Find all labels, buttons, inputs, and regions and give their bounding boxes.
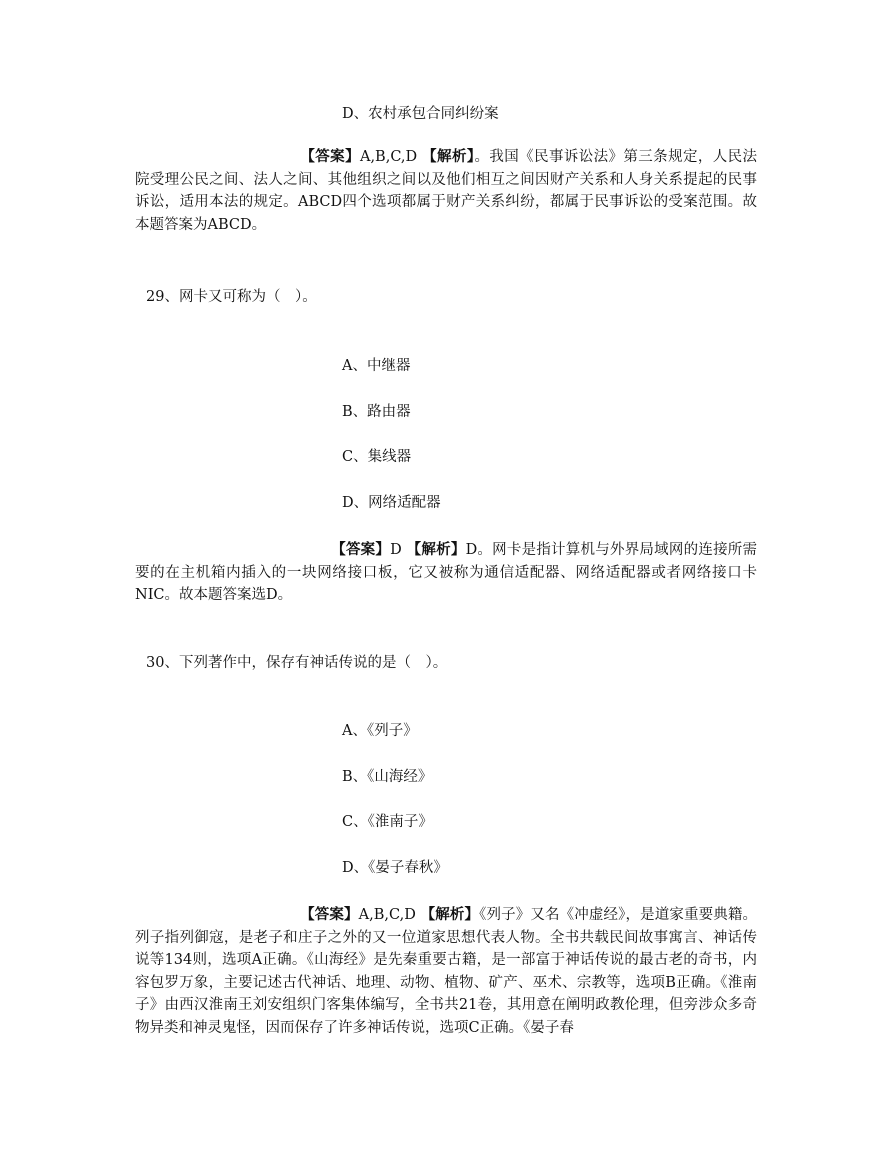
q30-answer-value: A,B,C,D: [358, 907, 416, 923]
q28-analysis-label: 【解析】: [422, 148, 475, 165]
q29-option-a: A、中继器: [342, 358, 411, 374]
q29-answer-label: 【答案】: [331, 541, 391, 558]
q28-answer-value: A,B,C,D: [359, 149, 418, 165]
q29-analysis-text: D。网卡是指计算机与外界局域网的连接所需要的在主机箱内插入的一块网络接口板，它又被称为通信适配器、网络适配器或者网络接口卡NIC。故本题答案选D。: [135, 542, 758, 603]
q29-analysis-label: 【解析】: [406, 541, 466, 558]
q30-option-d: D、《晏子春秋》: [342, 860, 448, 876]
q29-question: 29、网卡又可称为（ ）。: [146, 289, 317, 305]
q28-answer-block: [135, 146, 757, 236]
q30-answer-block: [135, 904, 757, 1039]
q30-analysis-text: 《列子》又名《冲虚经》，是道家重要典籍。列子指列御寇，是老子和庄子之外的又一位道家思想代表人物。全书共载民间故事寓言、神话传说等134则，选项A正确。《山海经》是先秦重要古籍，是一部富于神话传说的最古老的奇书，内容包罗万象，主要记述古代神话、地理、动物、植物、矿产、巫术、宗教等，选项B正确。《淮南子》由西汉淮南王刘安组织门客集体编写，全书共21卷，其用意在阐明政教伦理，但旁涉众多奇物异类和神灵鬼怪，因而保存了许多神话传说，选项C正确。《晏子春: [135, 907, 758, 1036]
q30-answer-label: 【答案】: [300, 906, 359, 923]
q29-option-c: C、集线器: [342, 449, 412, 465]
q28-option-d: D、农村承包合同纠纷案: [342, 106, 499, 122]
q29-answer-block: [135, 539, 757, 607]
q28-analysis-text: 。我国《民事诉讼法》第三条规定，人民法院受理公民之间、法人之间、其他组织之间以及他们相互之间因财产关系和人身关系提起的民事诉讼，适用本法的规定。ABCD四个选项都属于财产关系纠纷，都属于民事诉讼的受案范围。故本题答案为ABCD。: [135, 149, 758, 233]
q30-option-a: A、《列子》: [342, 723, 418, 739]
q30-question: 30、下列著作中，保存有神话传说的是（ ）。: [146, 655, 448, 671]
q30-analysis-label: 【解析】: [420, 906, 480, 923]
q30-option-b: B、《山海经》: [342, 769, 433, 785]
q29-option-d: D、网络适配器: [342, 495, 441, 511]
q29-answer-value: D: [390, 542, 402, 558]
q28-answer-label: 【答案】: [300, 148, 360, 165]
q30-option-c: C、《淮南子》: [342, 814, 433, 830]
q29-option-b: B、路由器: [342, 404, 411, 420]
